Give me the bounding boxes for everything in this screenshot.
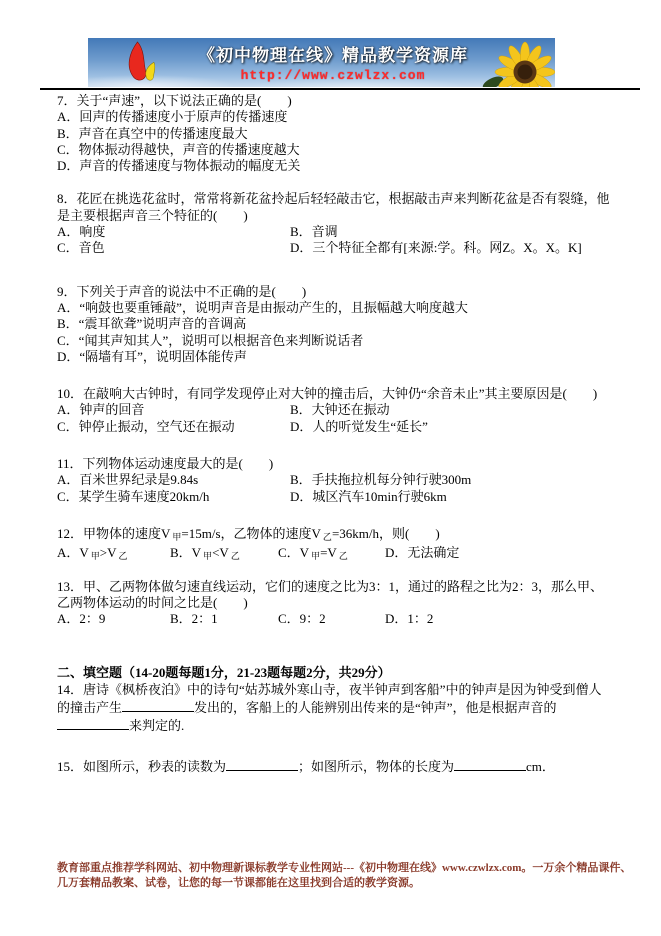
question-7-option-a: A．回声的传播速度小于原声的传播速度 — [57, 109, 288, 125]
subscript-jia: 甲 — [172, 531, 182, 542]
question-9 — [57, 284, 613, 365]
question-7-option-b: B．声音在真空中的传播速度最大 — [57, 125, 248, 141]
question-14 — [57, 682, 613, 735]
question-13-stem: 13．甲、乙两物体做匀速直线运动，它们的速度之比为3：1，通过的路程之比为2：3，那么甲、乙两物体运动的时间之比是( ) — [57, 578, 604, 610]
question-12-option-a: A．V 甲>V 乙 — [57, 545, 128, 562]
question-11-option-d: D．城区汽车10min行驶6km — [290, 488, 447, 504]
question-8-option-b: B．音调 — [290, 224, 338, 240]
question-9-option-c: C．“闻其声知其人”，说明可以根据音色来判断说话者 — [57, 332, 364, 348]
question-10-options-row2 — [57, 419, 613, 435]
question-11 — [57, 456, 613, 505]
question-8-option-c: C．音色 — [57, 240, 105, 256]
question-9-option-d: D．“隔墙有耳”，说明固体能传声 — [57, 348, 247, 364]
footer-text: 教育部重点推荐学科网站、初中物理新课标教学专业性网站---《初中物理在线》www.czwlzx.com。一万余个精品课件、几万套精品教案、试卷，让您的每一节课都能在这里找到合适的教学资源。 — [57, 862, 632, 889]
fill-blank — [226, 757, 298, 771]
question-10-options-row1 — [57, 402, 613, 418]
question-7-option-c: C．物体振动得越快，声音的传播速度越大 — [57, 141, 300, 157]
site-banner — [88, 38, 555, 87]
question-13-option-b: B．2：1 — [170, 611, 218, 627]
question-8-options-row1 — [57, 224, 613, 240]
question-12-options — [57, 545, 613, 564]
question-8-stem: 8．花匠在挑选花盆时，常常将新花盆拎起后轻轻敲击它，根据敲击声来判断花盆是否有裂缝，他是主要根据声音三个特征的( ) — [57, 191, 610, 223]
question-15 — [57, 757, 613, 775]
question-10-stem: 10．在敲响大古钟时，有同学发现停止对大钟的撞击后，大钟仍“余音未止”其主要原因是( ) — [57, 386, 598, 402]
fill-blank — [57, 716, 129, 730]
question-15-text: 15．如图所示，秒表的读数为 ；如图所示，物体的长度为 cm． — [57, 758, 555, 774]
fill-blank — [454, 757, 526, 771]
question-11-option-c: C．某学生骑车速度20km/h — [57, 488, 210, 504]
question-11-option-a: A．百米世界纪录是9.84s — [57, 472, 199, 488]
question-10 — [57, 386, 613, 435]
question-11-options-row1 — [57, 472, 613, 488]
question-7 — [57, 93, 613, 174]
banner-text — [183, 41, 483, 83]
question-7-option-d: D．声音的传播速度与物体振动的幅度无关 — [57, 158, 301, 174]
site-title: 《初中物理在线》精品教学资源库 — [198, 46, 468, 65]
question-9-stem: 9．下列关于声音的说法中不正确的是( ) — [57, 283, 307, 299]
exam-content — [57, 93, 613, 775]
question-13-option-d: D．1：2 — [385, 611, 434, 627]
question-12-option-c: C．V 甲=V 乙 — [278, 545, 348, 562]
header-divider — [40, 88, 640, 90]
question-13 — [57, 579, 613, 628]
question-14-text: 14．唐诗《枫桥夜泊》中的诗句“姑苏城外寒山寺，夜半钟声到客船”中的钟声是因为钟受到僧人的撞击产生 发出的，客船上的人能辨别出传来的是“钟声”，他是根据声音的来判定的. — [57, 681, 602, 734]
fill-blank — [122, 698, 194, 712]
question-9-option-b: B．“震耳欲聋”说明声音的音调高 — [57, 316, 247, 332]
question-8-options-row2 — [57, 240, 613, 256]
question-11-stem: 11．下列物体运动速度最大的是( ) — [57, 456, 274, 472]
question-12-stem: 12．甲物体的速度V 甲=15m/s，乙物体的速度V 乙=36km/h，则( ) — [57, 525, 440, 542]
question-7-stem: 7．关于“声速”，以下说法正确的是( ) — [57, 93, 292, 108]
question-9-option-a: A．“响鼓也要重锤敲”，说明声音是由振动产生的，且振幅越大响度越大 — [57, 299, 468, 315]
question-10-option-b: B．大钟还在振动 — [290, 402, 390, 418]
question-11-option-b: B．手扶拖拉机每分钟行驶300m — [290, 472, 472, 488]
question-8 — [57, 191, 613, 256]
site-url: http://www.czwlzx.com — [240, 68, 426, 83]
question-13-option-c: C．9：2 — [278, 611, 326, 627]
question-8-option-d: D．三个特征全都有[来源:学。科。网Z。X。X。K] — [290, 240, 582, 256]
question-10-option-a: A．钟声的回音 — [57, 402, 145, 418]
question-11-options-row2 — [57, 489, 613, 505]
question-8-option-a: A．响度 — [57, 224, 106, 240]
question-10-option-c: C．钟停止振动，空气还在振动 — [57, 418, 235, 434]
question-13-option-a: A．2：9 — [57, 611, 106, 627]
section-2-heading: 二、填空题（14-20题每题1分，21-23题每题2分，共29分） — [57, 665, 391, 681]
question-10-option-d: D．人的听觉发生“延长” — [290, 418, 428, 434]
site-footer — [57, 861, 634, 891]
question-12-option-b: B．V 甲<V 乙 — [170, 545, 240, 562]
site-logo-icon — [110, 40, 172, 86]
sunflower-image — [475, 39, 555, 87]
question-12-option-d: D．无法确定 — [385, 545, 460, 561]
question-13-options — [57, 611, 613, 627]
subscript-yi: 乙 — [322, 531, 332, 542]
question-12 — [57, 526, 613, 565]
